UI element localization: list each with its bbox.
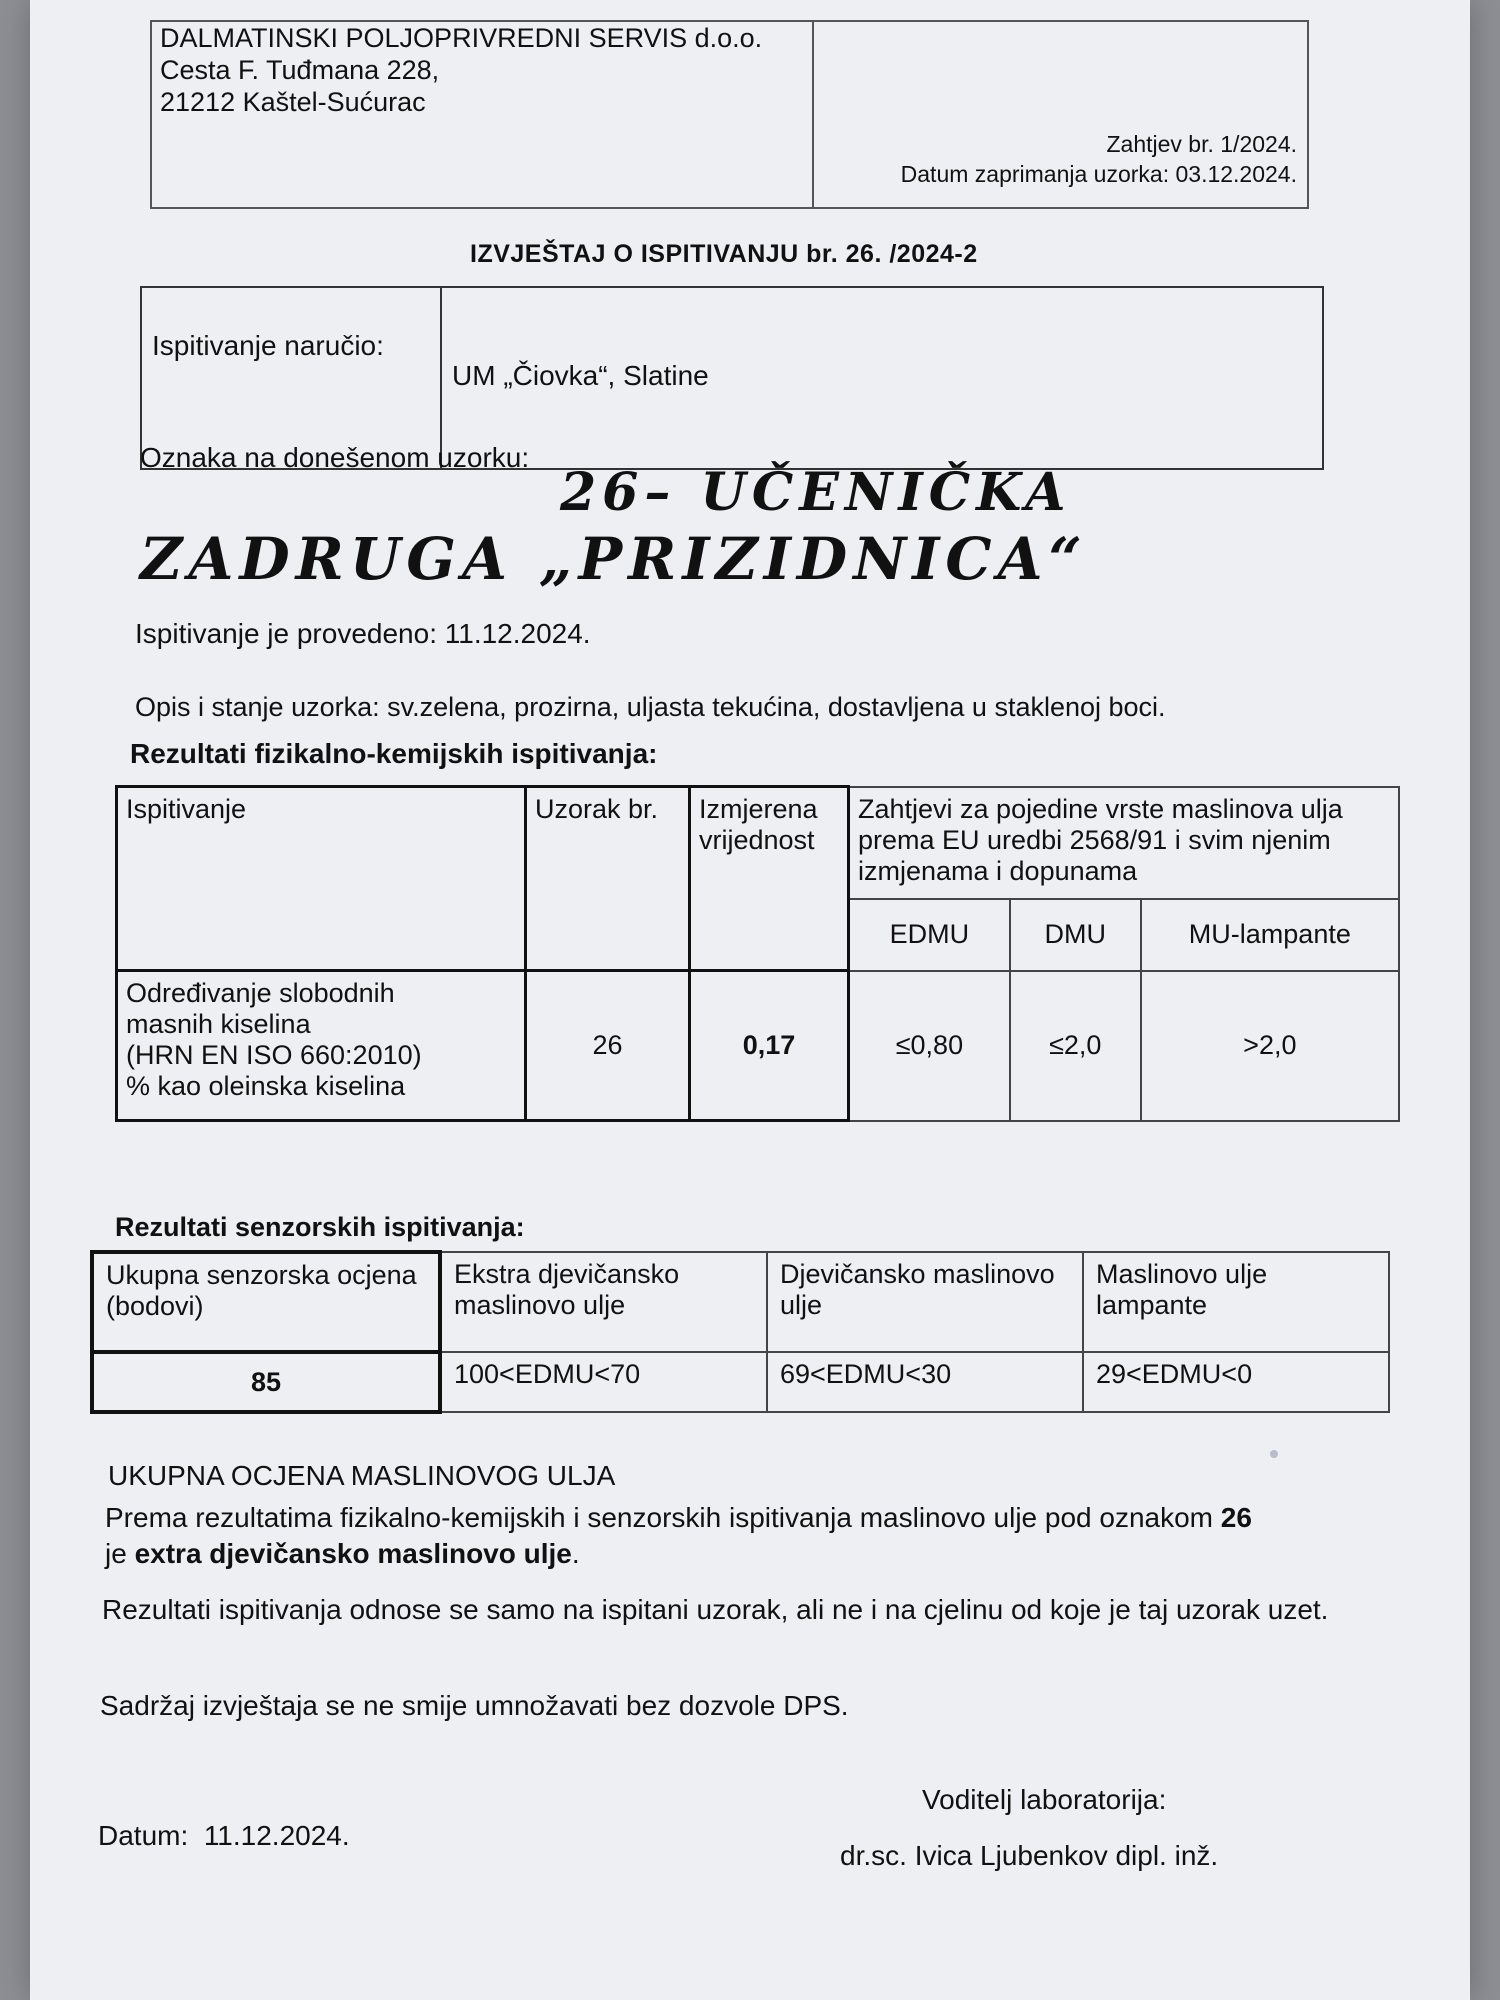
row-test-line: % kao oleinska kiselina: [126, 1071, 406, 1101]
copy-restriction-note: Sadržaj izvještaja se ne smije umnožavati bez dozvole DPS.: [100, 1690, 849, 1721]
sample-mark-label: Oznaka na donešenom uzorku:: [140, 442, 530, 473]
footer-date-value: 11.12.2024.: [203, 1820, 350, 1851]
company-name: DALMATINSKI POLJOPRIVREDNI SERVIS d.o.o.: [160, 23, 763, 53]
col-requirements-header: Zahtjevi za pojedine vrste maslinova ulja prema EU uredbi 2568/91 i svim njenim izmjenama i dopunama: [849, 787, 1400, 899]
company-street: Cesta F. Tuđmana 228,: [160, 55, 440, 85]
val-total-score: 85: [92, 1352, 440, 1412]
col-virgin-header: Djevičansko maslinovo ulje: [767, 1252, 1083, 1352]
row-test-line: (HRN EN ISO 660:2010): [126, 1040, 422, 1070]
footer-date-label: Datum:: [98, 1820, 189, 1851]
company-address: [152, 22, 814, 207]
dot-mark-icon: [1270, 1450, 1278, 1458]
conclusion-sample-number: 26: [1220, 1502, 1252, 1533]
conclusion-text: [105, 1500, 1445, 1572]
manager-name: dr.sc. Ivica Ljubenkov dipl. inž.: [840, 1840, 1219, 1871]
row-sample: 26: [526, 971, 690, 1121]
col-lampante-header: Maslinovo ulje lampante: [1083, 1252, 1389, 1352]
report-title: IZVJEŠTAJ O ISPITIVANJU br. 26. /2024-2: [470, 240, 978, 268]
col-total-header: Ukupna senzorska ocjena (bodovi): [92, 1252, 440, 1352]
col-extra-header: Ekstra djevičansko maslinovo ulje: [440, 1252, 767, 1352]
val-lampante: 29<EDMU<0: [1083, 1352, 1389, 1412]
conclusion-line1: Prema rezultatima fizikalno-kemijskih i senzorskih ispitivanja maslinovo ulje pod oznakom: [105, 1502, 1214, 1533]
val-extra: 100<EDMU<70: [440, 1352, 767, 1412]
company-city: 21212 Kaštel-Sućurac: [160, 87, 426, 117]
performed-date: Ispitivanje je provedeno: 11.12.2024.: [135, 618, 591, 649]
footer-date: [98, 1818, 350, 1854]
col-sample-header: Uzorak br.: [526, 787, 690, 971]
sensory-table: [90, 1250, 1390, 1414]
orderer-value: UM „Čiovka“, Slatine: [452, 360, 709, 391]
physchem-table: [115, 785, 1400, 1122]
row-measured: 0,17: [690, 971, 849, 1121]
sample-mark-handwritten-1: 26– UČENIČKA: [560, 462, 1072, 523]
header-box: [150, 20, 1309, 209]
row-dmu: ≤2,0: [1010, 971, 1141, 1121]
orderer-label: Ispitivanje naručio:: [142, 288, 442, 468]
manager-title: Voditelj laboratorija:: [922, 1784, 1167, 1815]
conclusion-period: .: [571, 1538, 580, 1569]
request-number: Zahtjev br. 1/2024.: [1106, 131, 1297, 157]
received-date: Datum zaprimanja uzorka: 03.12.2024.: [900, 161, 1297, 187]
conclusion-heading: UKUPNA OCJENA MASLINOVOG ULJA: [108, 1460, 616, 1491]
row-mu-lampante: >2,0: [1141, 971, 1399, 1121]
cat-edmu: EDMU: [849, 899, 1010, 971]
cat-mu-lampante: MU-lampante: [1141, 899, 1399, 971]
sensory-heading: Rezultati senzorskih ispitivanja:: [115, 1212, 525, 1242]
row-test-line: masnih kiselina: [126, 1009, 311, 1039]
row-test-line: Određivanje slobodnih: [126, 978, 395, 1008]
sample-description: Opis i stanje uzorka: sv.zelena, prozirna, uljasta tekućina, dostavljena u staklenoj boci.: [135, 692, 1166, 722]
document-page: [30, 0, 1470, 2000]
conclusion-je: je: [105, 1538, 127, 1569]
physchem-heading: Rezultati fizikalno-kemijskih ispitivanja:: [130, 738, 658, 769]
request-info: [901, 129, 1297, 189]
row-test-name: [117, 971, 526, 1121]
col-measured-header: Izmjerena vrijednost: [690, 787, 849, 971]
conclusion-category: extra djevičansko maslinovo ulje: [134, 1538, 572, 1569]
cat-dmu: DMU: [1010, 899, 1141, 971]
row-edmu: ≤0,80: [849, 971, 1010, 1121]
val-virgin: 69<EDMU<30: [767, 1352, 1083, 1412]
sample-mark-handwritten-2: ZADRUGA „PRIZIDNICA“: [140, 525, 1088, 593]
validity-note: Rezultati ispitivanja odnose se samo na ispitani uzorak, ali ne i na cjelinu od koje je taj uzorak uzet.: [102, 1594, 1329, 1625]
col-test-header: Ispitivanje: [117, 787, 526, 971]
